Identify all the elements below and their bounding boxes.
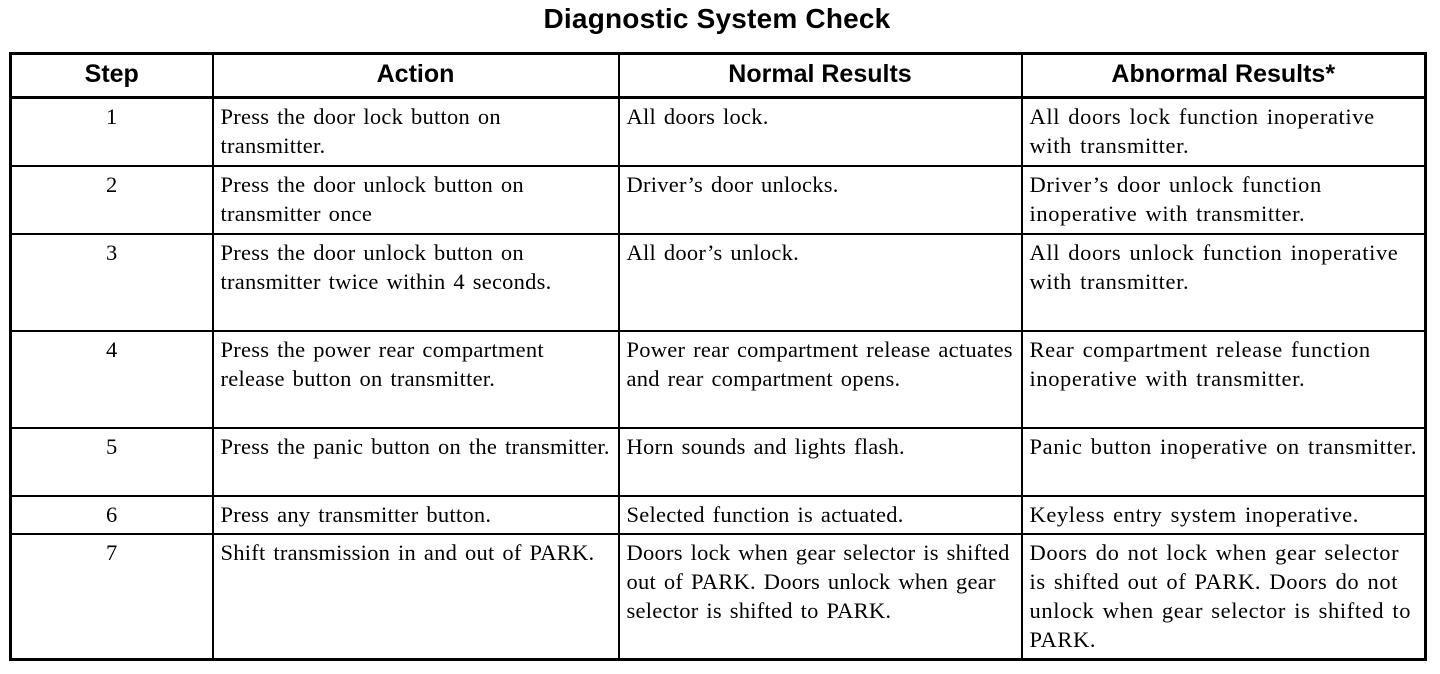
abnormal-result-cell: Panic button inoperative on transmitter.	[1022, 428, 1426, 496]
action-cell: Press the door unlock button on transmitter twice within 4 seconds.	[213, 234, 619, 331]
step-cell: 6	[11, 496, 213, 534]
step-cell: 5	[11, 428, 213, 496]
step-cell: 2	[11, 166, 213, 234]
normal-result-cell: Selected function is actuated.	[619, 496, 1022, 534]
table-row	[11, 331, 1426, 428]
action-cell: Press the power rear compartment release button on transmitter.	[213, 331, 619, 428]
abnormal-result-cell: All doors unlock function inoperative with transmitter.	[1022, 234, 1426, 331]
column-header-normal-results: Normal Results	[619, 54, 1022, 98]
action-cell: Press the door lock button on transmitter.	[213, 98, 619, 166]
table-row	[11, 496, 1426, 534]
table-row	[11, 534, 1426, 660]
abnormal-result-cell: Rear compartment release function inoperative with transmitter.	[1022, 331, 1426, 428]
normal-result-cell: Driver’s door unlocks.	[619, 166, 1022, 234]
table-row	[11, 166, 1426, 234]
action-cell: Press any transmitter button.	[213, 496, 619, 534]
table-header-row	[11, 54, 1426, 98]
table-row	[11, 234, 1426, 331]
table-row	[11, 428, 1426, 496]
step-cell: 3	[11, 234, 213, 331]
step-cell: 1	[11, 98, 213, 166]
abnormal-result-cell: Driver’s door unlock function inoperative with transmitter.	[1022, 166, 1426, 234]
normal-result-cell: All door’s unlock.	[619, 234, 1022, 331]
abnormal-result-cell: All doors lock function inoperative with transmitter.	[1022, 98, 1426, 166]
normal-result-cell: All doors lock.	[619, 98, 1022, 166]
abnormal-result-cell: Keyless entry system inoperative.	[1022, 496, 1426, 534]
column-header-action: Action	[213, 54, 619, 98]
action-cell: Press the panic button on the transmitter.	[213, 428, 619, 496]
column-header-abnormal-results: Abnormal Results*	[1022, 54, 1426, 98]
column-header-step: Step	[11, 54, 213, 98]
normal-result-cell: Horn sounds and lights flash.	[619, 428, 1022, 496]
normal-result-cell: Power rear compartment release actuates and rear compartment opens.	[619, 331, 1022, 428]
step-cell: 4	[11, 331, 213, 428]
table-row	[11, 98, 1426, 166]
diagnostic-table	[9, 52, 1427, 661]
action-cell: Press the door unlock button on transmitter once	[213, 166, 619, 234]
step-cell: 7	[11, 534, 213, 660]
normal-result-cell: Doors lock when gear selector is shifted out of PARK. Doors unlock when gear selector is shifted to PARK.	[619, 534, 1022, 660]
page-title: Diagnostic System Check	[543, 3, 891, 34]
abnormal-result-cell: Doors do not lock when gear selector is shifted out of PARK. Doors do not unlock when gear selector is shifted to PARK.	[1022, 534, 1426, 660]
action-cell: Shift transmission in and out of PARK.	[213, 534, 619, 660]
